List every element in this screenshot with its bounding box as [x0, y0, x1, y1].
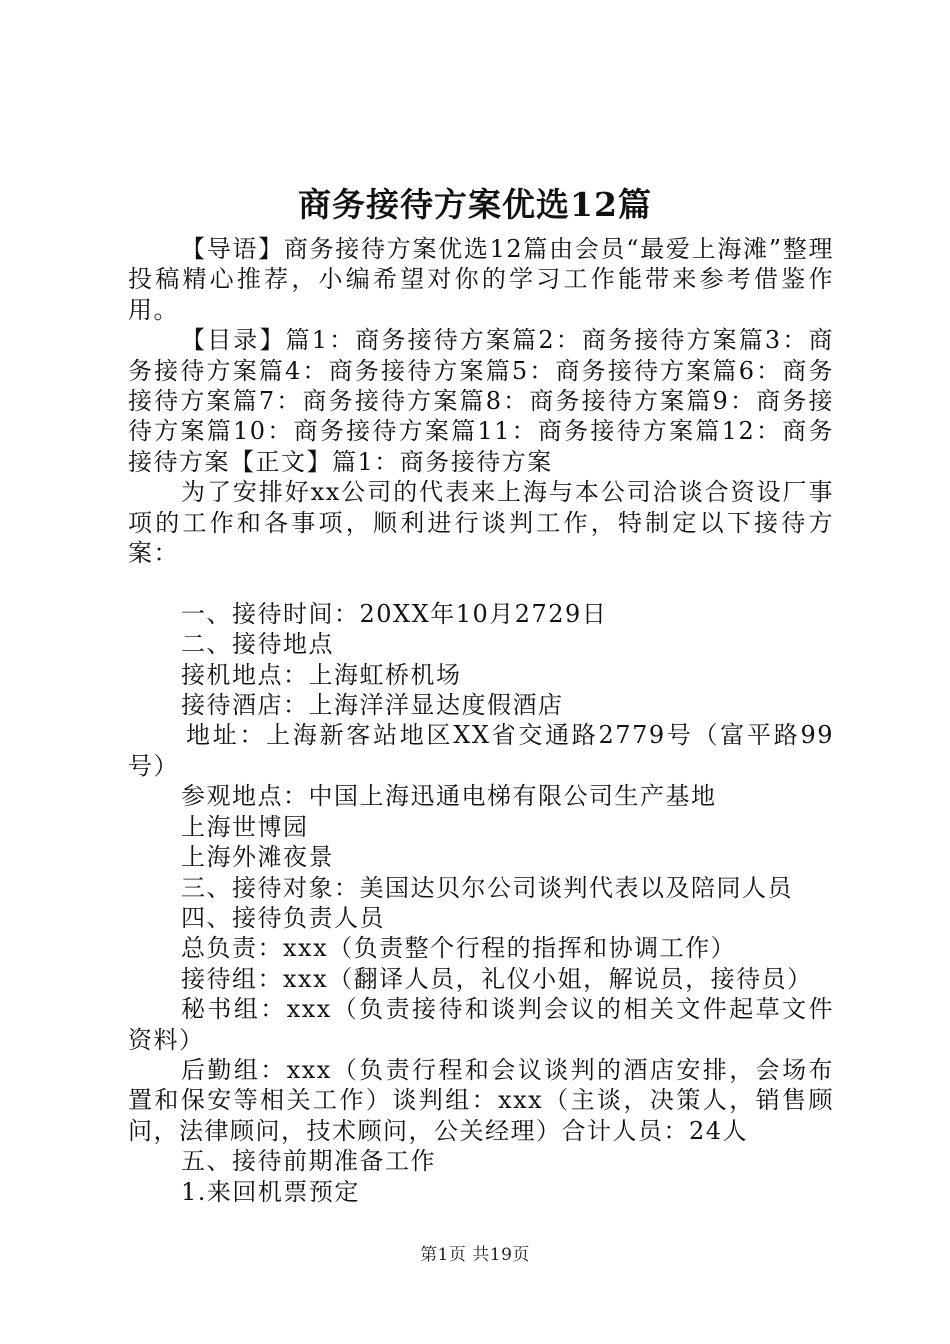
purpose-paragraph: 为了安排好xx公司的代表来上海与本公司洽谈合资设厂事项的工作和各事项，顺利进行谈判工作，特制定以下接待方案： — [128, 478, 834, 568]
toc-paragraph: 【目录】篇1：商务接待方案篇2：商务接待方案篇3：商务接待方案篇4：商务接待方案篇5：商务接待方案篇6：商务接待方案篇7：商务接待方案篇8：商务接待方案篇9：商务接待方案篇10：商务接待方案篇11：商务接待方案篇12：商务接待方案【正文】篇1：商务接待方案 — [128, 326, 834, 476]
section-preparation: 五、接待前期准备工作 — [181, 1147, 436, 1176]
section-reception-time: 一、接待时间：20XX年10月2729日 — [181, 599, 608, 628]
document-body — [128, 234, 834, 1207]
staff-reception-group: 接待组：xxx（翻译人员，礼仪小姐，解说员，接待员） — [181, 964, 813, 993]
blank-line — [128, 568, 834, 598]
item-flight-booking: 1.来回机票预定 — [181, 1177, 360, 1206]
hotel-address: 地址：上海新客站地区XX省交通路2779号（富平路99号） — [128, 721, 834, 780]
pickup-location: 接机地点：上海虹桥机场 — [181, 660, 462, 689]
reception-hotel: 接待酒店：上海洋洋显达度假酒店 — [181, 691, 564, 720]
staff-logistics-group: 后勤组：xxx（负责行程和会议谈判的酒店安排，会场布置和保安等相关工作）谈判组：xxx（主谈，决策人，销售顾问，法律顾问，技术顾问，公关经理）合计人员：24人 — [128, 1055, 834, 1145]
section-responsible-staff: 四、接待负责人员 — [181, 903, 385, 932]
staff-general-lead: 总负责：xxx（负责整个行程的指挥和协调工作） — [181, 934, 737, 963]
page-footer: 第1页 共19页 — [420, 1245, 530, 1265]
section-reception-location: 二、接待地点 — [181, 630, 334, 659]
document-title: 商务接待方案优选12篇 — [298, 185, 652, 224]
visit-location: 参观地点：中国上海迅通电梯有限公司生产基地 — [181, 782, 717, 811]
section-reception-target: 三、接待对象：美国达贝尔公司谈判代表以及陪同人员 — [181, 873, 793, 902]
staff-secretary-group: 秘书组：xxx（负责接待和谈判会议的相关文件起草文件资料） — [128, 995, 834, 1054]
visit-bund-night: 上海外滩夜景 — [181, 843, 334, 872]
intro-paragraph: 【导语】商务接待方案优选12篇由会员“最爱上海滩”整理投稿精心推荐，小编希望对你的学习工作能带来参考借鉴作用。 — [128, 235, 834, 324]
visit-expo-park: 上海世博园 — [181, 812, 309, 841]
